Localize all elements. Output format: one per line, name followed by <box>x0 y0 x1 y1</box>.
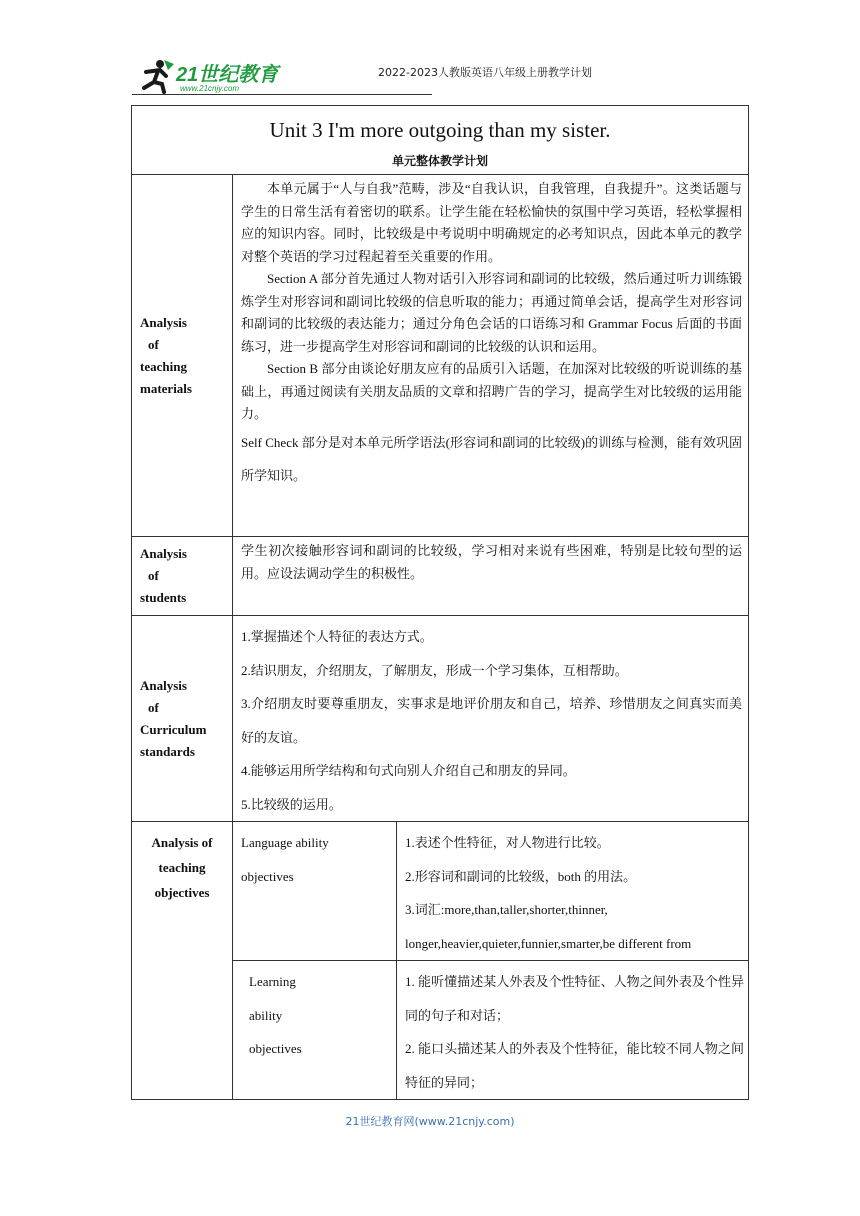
learning-label-line: objectives <box>249 1041 302 1056</box>
learning-label-line: Learning <box>249 974 296 989</box>
learning-objectives-content <box>397 961 749 1100</box>
page-header <box>132 56 752 98</box>
curriculum-item: 2.结识朋友，介绍朋友，了解朋友，形成一个学习集体，互相帮助。 <box>241 662 628 678</box>
language-label-line: Language ability <box>241 835 329 850</box>
title-cell <box>132 106 749 175</box>
curriculum-item: 4.能够运用所学结构和句式向别人介绍自己和朋友的异同。 <box>241 763 576 778</box>
language-objective-item: 2.形容词和副词的比较级，both 的用法。 <box>405 868 637 884</box>
materials-paragraph: Section A 部分首先通过人物对话引入形容词和副词的比较级，然后通过听力训练锻炼学生对形容词和副词比较级的信息听取的能力；再通过简单会话，提高学生对形容词和副词的比较级的表达能力；通过分角色会话的口语练习和 Grammar Focus 后面的书面练习，进一步提高学生对形容词和副词的比较级的认识和运用。 <box>241 271 743 354</box>
objectives-label-line: objectives <box>154 885 210 900</box>
students-label <box>132 537 233 616</box>
curriculum-label-line: standards <box>140 743 195 759</box>
language-label-line: objectives <box>241 868 294 884</box>
materials-paragraph: Section B 部分由谈论好朋友应有的品质引入话题，在加深对比较级的听说训练的基础上，再通过阅读有关朋友品质的文章和招聘广告的学习，提高学生对比较级的运用能力。 <box>241 361 743 421</box>
objectives-label-line: Analysis of <box>151 835 213 850</box>
materials-label-line: of <box>148 336 159 352</box>
curriculum-item: 5.比较级的运用。 <box>241 796 342 812</box>
materials-paragraph: Self Check 部分是对本单元所学语法(形容词和副词的比较级)的训练与检测，能有效巩固所学知识。 <box>241 434 743 483</box>
materials-content <box>233 175 749 537</box>
students-label-line: Analysis <box>140 546 187 561</box>
students-text: 学生初次接触形容词和副词的比较级，学习相对来说有些困难，特别是比较句型的运用。应设法调动学生的积极性。 <box>241 543 743 581</box>
curriculum-content <box>233 616 749 822</box>
curriculum-label-line: Analysis <box>140 677 187 693</box>
logo <box>132 56 302 98</box>
materials-label-line: Analysis <box>140 314 187 330</box>
document-header-title: 2022-2023人教版英语八年级上册教学计划 <box>378 66 592 79</box>
curriculum-item: 1.掌握描述个人特征的表达方式。 <box>241 629 433 644</box>
curriculum-label-line: Curriculum <box>140 721 207 737</box>
materials-paragraph: 本单元属于“人与自我”范畴，涉及“自我认识，自我管理，自我提升”。这类话题与学生的日常生活有着密切的联系。让学生能在轻松愉快的氛围中学习英语，轻松掌握相应的知识内容。同时，比较级是中考说明中明确规定的必考知识点，因此本单元的教学对整个英语的学习过程起着至关重要的作用。 <box>241 181 743 264</box>
curriculum-label-line: of <box>148 699 159 715</box>
objectives-label-line: teaching <box>158 860 206 875</box>
materials-label-line: materials <box>140 380 192 396</box>
logo-text: 21世纪教育 <box>176 64 279 86</box>
materials-label-line: teaching <box>140 358 187 374</box>
plan-table <box>131 105 749 1100</box>
students-label-line: students <box>140 590 187 605</box>
learning-objective-item: 2. 能口头描述某人的外表及个性特征，能比较不同人物之间特征的异同； <box>405 1041 745 1090</box>
language-objective-item: 1.表述个性特征，对人物进行比较。 <box>405 835 610 850</box>
header-divider <box>132 94 432 95</box>
materials-label <box>132 175 233 537</box>
learning-objectives-label <box>233 961 397 1100</box>
learning-objective-item: 1. 能听懂描述某人外表及个性特征、人物之间外表及个性异同的句子和对话； <box>405 974 745 1023</box>
objectives-label <box>132 822 233 1100</box>
students-content <box>233 537 749 616</box>
page-footer: 21世纪教育网(www.21cnjy.com) <box>345 1115 515 1128</box>
learning-label-line: ability <box>249 1007 283 1023</box>
language-objective-item: 3.词汇:more,than,taller,shorter,thinner, longer,heavier,quieter,funnier,smarter,be different from <box>405 902 692 951</box>
curriculum-item: 3.介绍朋友时要尊重朋友，实事求是地评价朋友和自己，培养、珍惜朋友之间真实而美好的友谊。 <box>241 696 743 745</box>
students-label-line: of <box>148 568 159 583</box>
language-objectives-content <box>397 822 749 961</box>
language-objectives-label <box>233 822 397 961</box>
plan-subtitle: 单元整体教学计划 <box>392 154 489 168</box>
runner-logo-icon <box>138 58 176 94</box>
unit-title: Unit 3 I'm more outgoing than my sister. <box>269 118 611 142</box>
curriculum-label <box>132 616 233 822</box>
logo-url: www.21cnjy.com <box>180 84 239 93</box>
